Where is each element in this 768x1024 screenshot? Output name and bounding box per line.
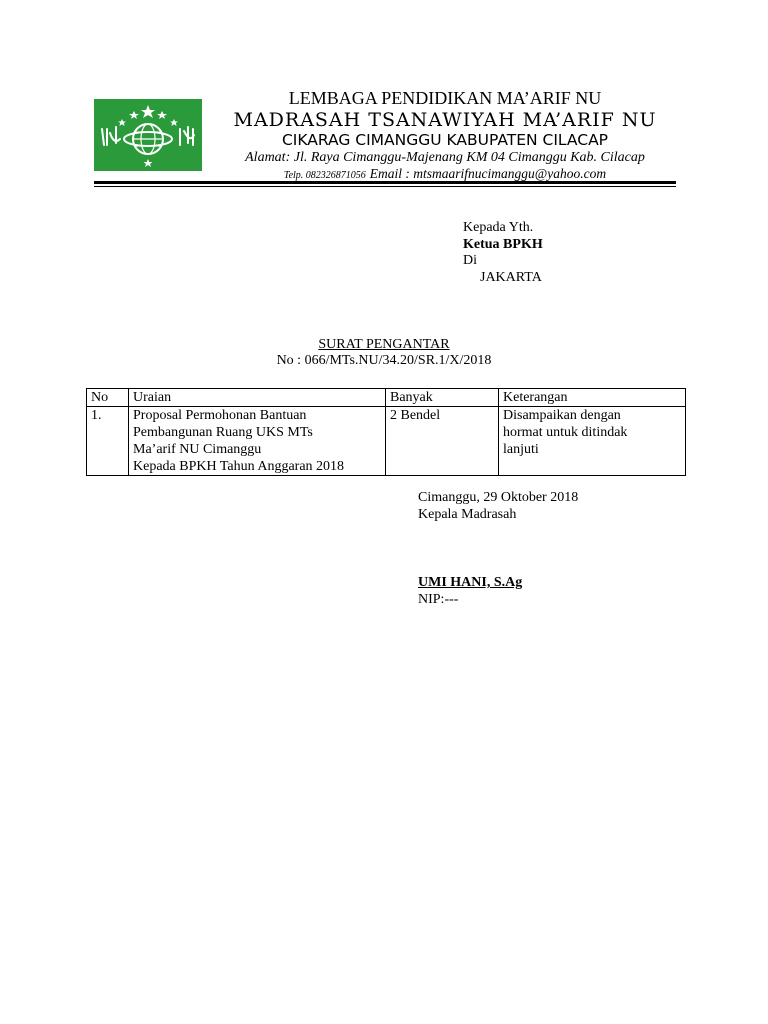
letter-title-text: SURAT PENGANTAR [318, 337, 450, 352]
recipient-greeting: Kepada Yth. [463, 220, 534, 235]
letterhead-divider-thick [94, 181, 676, 184]
table-header-row [87, 389, 686, 407]
nu-emblem-icon [94, 99, 202, 171]
signer-nip: NIP:--- [418, 592, 459, 607]
signer-position: Kepala Madrasah [418, 507, 517, 522]
items-table [86, 388, 686, 476]
nu-logo [94, 99, 202, 171]
cell-no: 1. [87, 407, 129, 476]
letterhead-phone: Telp. 082326871056 [283, 170, 366, 181]
cell-uraian: Proposal Permohonan Bantuan Pembangunan Ruang UKS MTs Ma’arif NU Cimanggu Kepada BPKH Tahun Anggaran 2018 [129, 407, 386, 476]
cell-banyak: 2 Bendel [386, 407, 499, 476]
letterhead-email: Email : mtsmaarifnucimanggu@yahoo.com [369, 166, 607, 181]
header-keterangan: Keterangan [499, 389, 686, 407]
table-row [87, 407, 686, 476]
recipient-name: Ketua BPKH [463, 237, 543, 252]
letterhead-institution: LEMBAGA PENDIDIKAN MA’ARIF NU [288, 88, 602, 108]
letter-number: No : 066/MTs.NU/34.20/SR.1/X/2018 [276, 353, 492, 368]
letter-title [0, 337, 768, 353]
header-banyak: Banyak [386, 389, 499, 407]
place-date: Cimanggu, 29 Oktober 2018 [418, 490, 579, 505]
letterhead-address: Alamat: Jl. Raya Cimanggu-Majenang KM 04 Cimanggu Kab. Cilacap [245, 150, 645, 165]
recipient-di: Di [463, 253, 477, 268]
letterhead-location: CIKARAG CIMANGGU KABUPATEN CILACAP [281, 131, 609, 149]
header-no: No [87, 389, 129, 407]
recipient-city: JAKARTA [480, 270, 542, 285]
cell-keterangan: Disampaikan dengan hormat untuk ditindak lanjuti [499, 407, 686, 476]
header-uraian: Uraian [129, 389, 386, 407]
letterhead-school-name: MADRASAH TSANAWIYAH MA’ARIF NU [233, 109, 657, 131]
signer-name: UMI HANI, S.Ag [418, 575, 523, 590]
letterhead-divider-thin [94, 186, 676, 187]
